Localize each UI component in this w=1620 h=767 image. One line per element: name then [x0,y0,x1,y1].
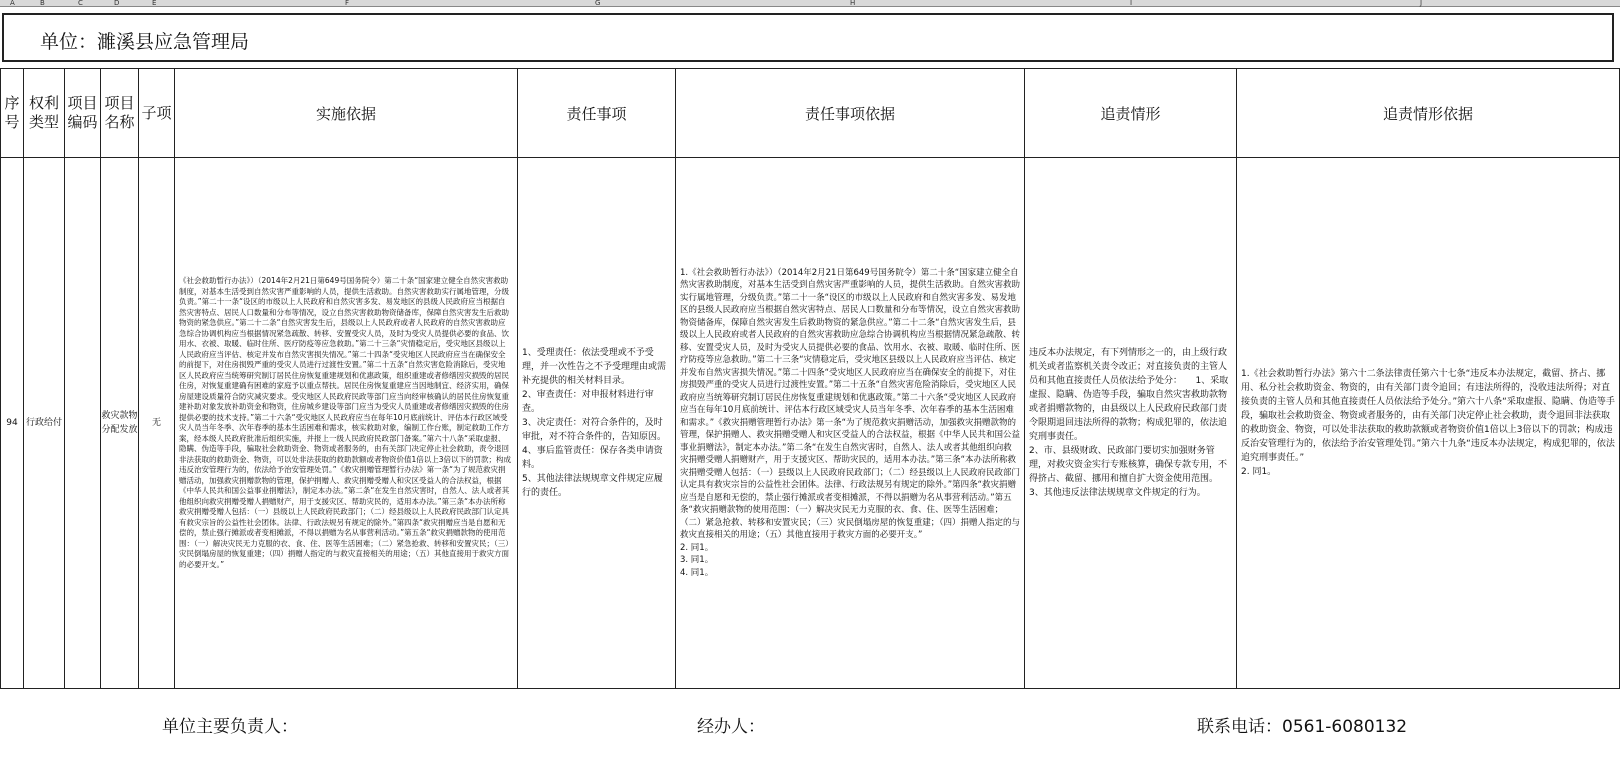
accountability-text: 违反本办法规定，有下列情形之一的，由上级行政机关或者监察机关责令改正；对直接负责的主管人员和其他直接责任人员依法给予处分： 1、采取虚报、隐瞒、伪造等手段，骗取自然灾害救助款物或者捐赠款物的，由县级以上人民政府民政部门责令限期退回违法所得的款物；构成犯罪的，依法追究刑事责任。 2、市、县级财政、民政部门要切实加强财务管理，对救灾资金实行专账核算，确保专款专用，不得挤占、截留、挪用和擅自扩大资金使用范围。 3、其他违反法律法规规章文件规定的行为。 [1029,348,1229,498]
header-basis: 实施依据 [175,69,518,158]
header-accountability-basis: 追责情形依据 [1237,69,1620,158]
cell-sub-item: 无 [139,158,175,689]
column-letter: I [1130,0,1133,7]
cell-item-name: 救灾款物分配发放 [101,158,139,689]
unit-row [2,13,1614,62]
column-letter: J [1420,0,1423,7]
accountability-basis-text: 1.《社会救助暂行办法》第六十二条法律责任第六十七条“违反本办法规定，截留、挤占、挪用、私分社会救助资金、物资的，由有关部门责令追回；有违法所得的，没收违法所得；对直接负责的主管人员和其他直接责任人员依法给予处分。”第六十八条“采取虚报、隐瞒、伪造等手段，骗取社会救助资金、物资或者服务的，由有关部门决定停止社会救助，责令退回非法获取的救助资金、物资，可以处非法获取的救助款额或者物资价值1倍以上3倍以下的罚款；构成违反治安管理行为的，依法给予治安管理处罚。”第六十九条“违反本办法规定，构成犯罪的，依法追究刑事责任。” 2. 同1。 [1241,369,1615,477]
phone-label: 联系电话：0561-6080132 [1197,717,1408,737]
column-letter: A [10,0,15,7]
unit-label: 单位：濉溪县应急管理局 [40,31,250,53]
header-item-name: 项目名称 [101,69,139,158]
spreadsheet-column-header [0,0,1620,7]
column-letter: G [595,0,601,7]
header-responsibility: 责任事项 [518,69,676,158]
responsibility-basis-text: 1.《社会救助暂行办法》）（2014年2月21日第649号国务院令）第二十条“国家建立健全自然灾害救助制度，对基本生活受到自然灾害严重影响的人员，提供生活救助。自然灾害救助实行属地管理，分级负责。”第二十一条“设区的市级以上人民政府和自然灾害多发、易发地区的县级人民政府应当根据自然灾害特点、居民人口数量和分布等情况，设立自然灾害救助物资储备库，保障自然灾害发生后救助物资的紧急供应。”第二十二条“自然灾害发生后，县级以上人民政府或者人民政府的自然灾害救助应急综合协调机构应当根据情况紧急疏散、转移、安置受灾人员，及时为受灾人员提供必要的食品、饮用水、衣被、取暖、临时住所、医疗防疫等应急救助。”第二十三条“灾情稳定后，受灾地区县级以上人民政府应当评估、核定并发布自然灾害损失情况。”第二十四条“受灾地区人民政府应当在确保安全的前提下，对住房损毁严重的受灾人员进行过渡性安置。”第二十五条“自然灾害危险消除后，受灾地区人民政府应当统筹研究制订居民住房恢复重建规划和优惠政策。”第二十六条“受灾地区人民政府应当在每年10月底前统计、评估本行政区域受灾人员当年冬季、次年春季的基本生活困难和需求。”《救灾捐赠管理暂行办法》第一条“为了规范救灾捐赠活动，加强救灾捐赠款物的管理，保护捐赠人、救灾捐赠受赠人和灾区受益人的合法权益，根据《中华人民共和国公益事业捐赠法》，制定本办法。”第二条“在发生自然灾害时，自然人、法人或者其他组织向救灾捐赠受赠人捐赠财产，用于支援灾区、帮助灾民的，适用本办法。”第三条“本办法所称救灾捐赠受赠人包括：（一）县级以上人民政府民政部门；（二）经县级以上人民政府民政部门认定具有救灾宗旨的公益性社会团体。法律、行政法规另有规定的除外。”第四条“救灾捐赠应当是自愿和无偿的，禁止强行摊派或者变相摊派，不得以捐赠为名从事营利活动。”第五条“救灾捐赠款物的使用范围：（一）解决灾民无力克服的衣、食、住、医等生活困难；（二）紧急抢救、转移和安置灾民；（三）灾民倒塌房屋的恢复重建；（四）捐赠人指定的与救灾直接相关的用途；（五）其他直接用于救灾方面的必要开支。” 2. 同1。 3. 同1。 4. 同1。 [680,267,1021,578]
header-item-code: 项目编码 [65,69,101,158]
cell-responsibility-basis [676,158,1025,689]
header-accountability: 追责情形 [1025,69,1237,158]
cell-basis [175,158,518,689]
cell-responsibility [518,158,676,689]
basis-text: 《社会救助暂行办法》）（2014年2月21日第649号国务院令）第二十条“国家建立健全自然灾害救助制度，对基本生活受到自然灾害严重影响的人员，提供生活救助。自然灾害救助实行属地管理，分级负责。”第二十一条“设区的市级以上人民政府和自然灾害多发、易发地区的县级人民政府应当根据自然灾害特点、居民人口数量和分布等情况，设立自然灾害救助物资储备库，保障自然灾害发生后救助物资的紧急供应。”第二十二条“自然灾害发生后，县级以上人民政府或者人民政府的自然灾害救助应急综合协调机构应当根据情况紧急疏散、转移、安置受灾人员，及时为受灾人员提供必要的食品、饮用水、衣被、取暖、临时住所、医疗防疫等应急救助。”第二十三条“灾情稳定后，受灾地区县级以上人民政府应当评估、核定并发布自然灾害损失情况。”第二十四条“受灾地区人民政府应当在确保安全的前提下，对住房损毁严重的受灾人员进行过渡性安置。”第二十五条“自然灾害危险消除后，受灾地区人民政府应当统筹研究制订居民住房恢复重建规划和优惠政策，组织重建或者修缮因灾损毁的居民住房，对恢复重建确有困难的家庭予以重点帮扶。居民住房恢复重建应当因地制宜、经济实用，确保房屋建设质量符合防灾减灾要求。受灾地区人民政府民政等部门应当向经审核确认的居民住房恢复重建补助对象发放补助资金和物资，住房城乡建设等部门应当为受灾人员重建或者修缮因灾损毁的住房提供必要的技术支持。”第二十六条“受灾地区人民政府应当在每年10月底前统计、评估本行政区域受灾人员当年冬季、次年春季的基本生活困难和需求，核实救助对象，编制工作台账，制定救助工作方案，经本级人民政府批准后组织实施，并报上一级人民政府民政部门备案。”第六十八条“采取虚报、隐瞒、伪造等手段，骗取社会救助资金、物资或者服务的，由有关部门决定停止社会救助，责令退回非法获取的救助资金、物资，可以处非法获取的救助款额或者物资价值1倍以上3倍以下的罚款；构成违反治安管理行为的，依法给予治安管理处罚。”《救灾捐赠管理暂行办法》第一条“为了规范救灾捐赠活动，加强救灾捐赠款物的管理，保护捐赠人、救灾捐赠受赠人和灾区受益人的合法权益，根据《中华人民共和国公益事业捐赠法》，制定本办法。”第二条“在发生自然灾害时，自然人、法人或者其他组织向救灾捐赠受赠人捐赠财产，用于支援灾区、帮助灾民的，适用本办法。”第三条“本办法所称救灾捐赠受赠人包括：（一）县级以上人民政府民政部门；（二）经县级以上人民政府民政部门认定具有救灾宗旨的公益性社会团体。法律、行政法规另有规定的除外。”第四条“救灾捐赠应当是自愿和无偿的，禁止强行摊派或者变相摊派，不得以捐赠为名从事营利活动。”第五条“救灾捐赠款物的使用范围：（一）解决灾民无力克服的衣、食、住、医等生活困难；（二）紧急抢救、转移和安置灾民；（三）灾民倒塌房屋的恢复重建；（四）捐赠人指定的与救灾直接相关的用途；（五）其他直接用于救灾方面的必要开支。” [179,276,513,569]
cell-accountability [1025,158,1237,689]
column-letter: B [40,0,45,7]
column-letter: E [152,0,157,7]
header-sub-item: 子项 [139,69,175,158]
cell-item-code [65,158,101,689]
column-letter: H [850,0,856,7]
header-right-type: 权利类型 [24,69,65,158]
handler-label: 经办人： [697,717,765,737]
column-letter: D [114,0,120,7]
table-row [1,158,1620,689]
header-row [1,69,1620,158]
leader-label: 单位主要负责人： [162,717,298,737]
signature-footer [0,712,1620,767]
header-responsibility-basis: 责任事项依据 [676,69,1025,158]
cell-right-type: 行政给付 [24,158,65,689]
cell-seq: 94 [1,158,24,689]
responsibility-text: 1、受理责任：依法受理或不予受理，并一次性告之不予受理理由或需补充提供的相关材料目录。 2、审查责任：对申报材料进行审查。 3、决定责任：对符合条件的，及时审批，对不符合条件的，告知原因。 4、事后监管责任：保存各类申请资料。 5、其他法律法规规章文件规定应履行的责任。 [522,348,667,498]
column-letter: F [345,0,350,7]
cell-accountability-basis [1237,158,1620,689]
responsibility-table [0,68,1620,689]
header-seq: 序号 [1,69,24,158]
column-letter: C [78,0,83,7]
